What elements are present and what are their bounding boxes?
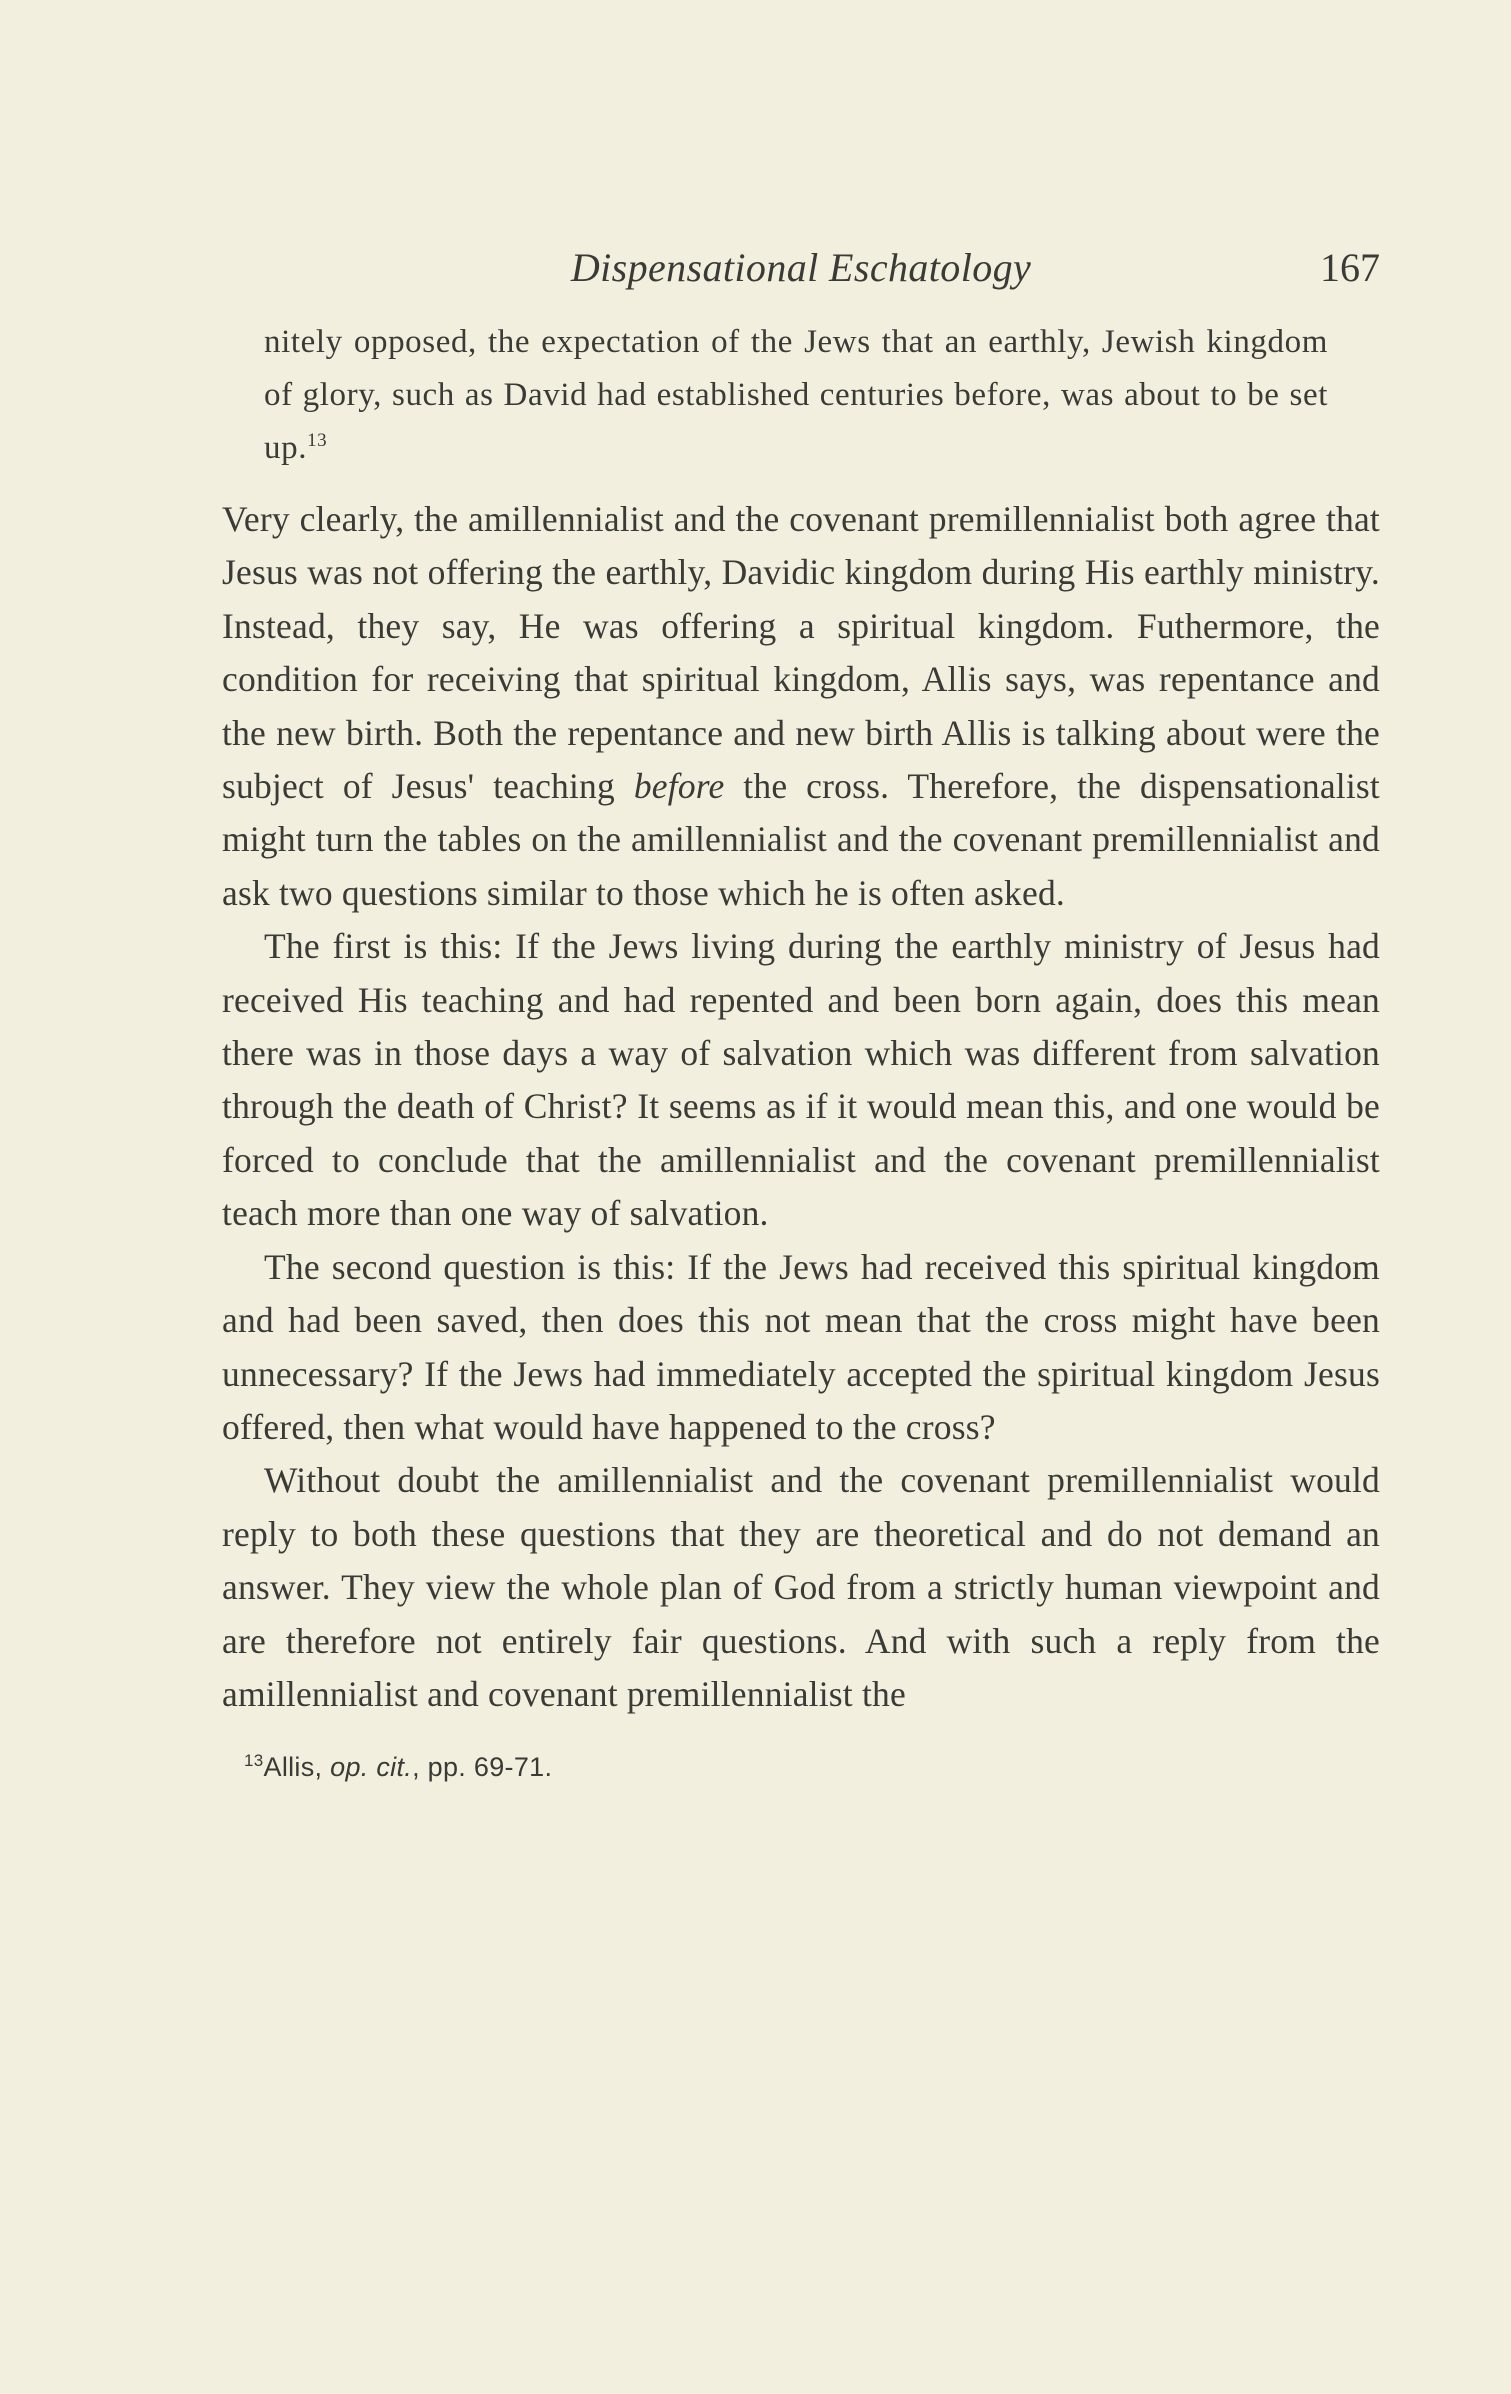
running-head: Dispensational Eschatology	[570, 245, 1032, 290]
footnote-pages: , pp. 69-71.	[412, 1752, 553, 1783]
footnote-reference: 13	[307, 430, 328, 451]
page-header	[222, 240, 1380, 310]
footnote	[222, 1747, 1380, 1787]
text-block	[222, 240, 1380, 1787]
paragraph-1-text-start: Very clearly, the amillennialist and the covenant premillennialist both agree that Jesus was not offering the earthly, Davidic kingdom during His earthly ministry. Instead, they say, He was offering a spiritual kingdom. Futhermore, the condition for receiving that spiritual kingdom, Allis says, was repentance and the new birth. Both the repentance and new birth Allis is talking about were the subject of Jesus' teaching	[222, 499, 1380, 807]
paragraph-1-text-end: the cross. Therefore, the dispensationalist might turn the tables on the amillennialist and the covenant premillennialist and ask two questions similar to those which he is often asked.	[222, 766, 1380, 913]
paragraph-2: The first is this: If the Jews living during the earthly ministry of Jesus had received His teaching and had repented and been born again, does this mean there was in those days a way of salvation which was different from salvation through the death of Christ? It seems as if it would mean this, and one would be forced to conclude that the amillennialist and the covenant premillennialist teach more than one way of salvation.	[222, 926, 1380, 1234]
page-number: 167	[1320, 245, 1380, 290]
paragraph-3: The second question is this: If the Jews had received this spiritual kingdom and had been saved, then does this not mean that the cross might have been unnecessary? If the Jews had immediately accepted the spiritual kingdom Jesus offered, then what would have happened to the cross?	[222, 1246, 1380, 1447]
block-quote-text: nitely opposed, the expectation of the Jews that an earthly, Jewish kingdom of glory, such as David had established centuries before, was about to be set up.	[264, 324, 1328, 466]
block-quote	[222, 316, 1380, 475]
paragraph-4: Without doubt the amillennialist and the covenant premillennialist would reply to both these questions that they are theoretical and do not demand an answer. They view the whole plan of God from a strictly human viewpoint and are therefore not entirely fair questions. And with such a reply from the amillennialist and covenant premillennialist the	[222, 1460, 1380, 1714]
footnote-mark: 13	[244, 1751, 264, 1771]
paragraph-1	[222, 493, 1380, 920]
emphasis-before: before	[633, 766, 725, 807]
footnote-abbrev: op. cit.	[330, 1752, 413, 1783]
footnote-author: Allis,	[263, 1752, 331, 1783]
